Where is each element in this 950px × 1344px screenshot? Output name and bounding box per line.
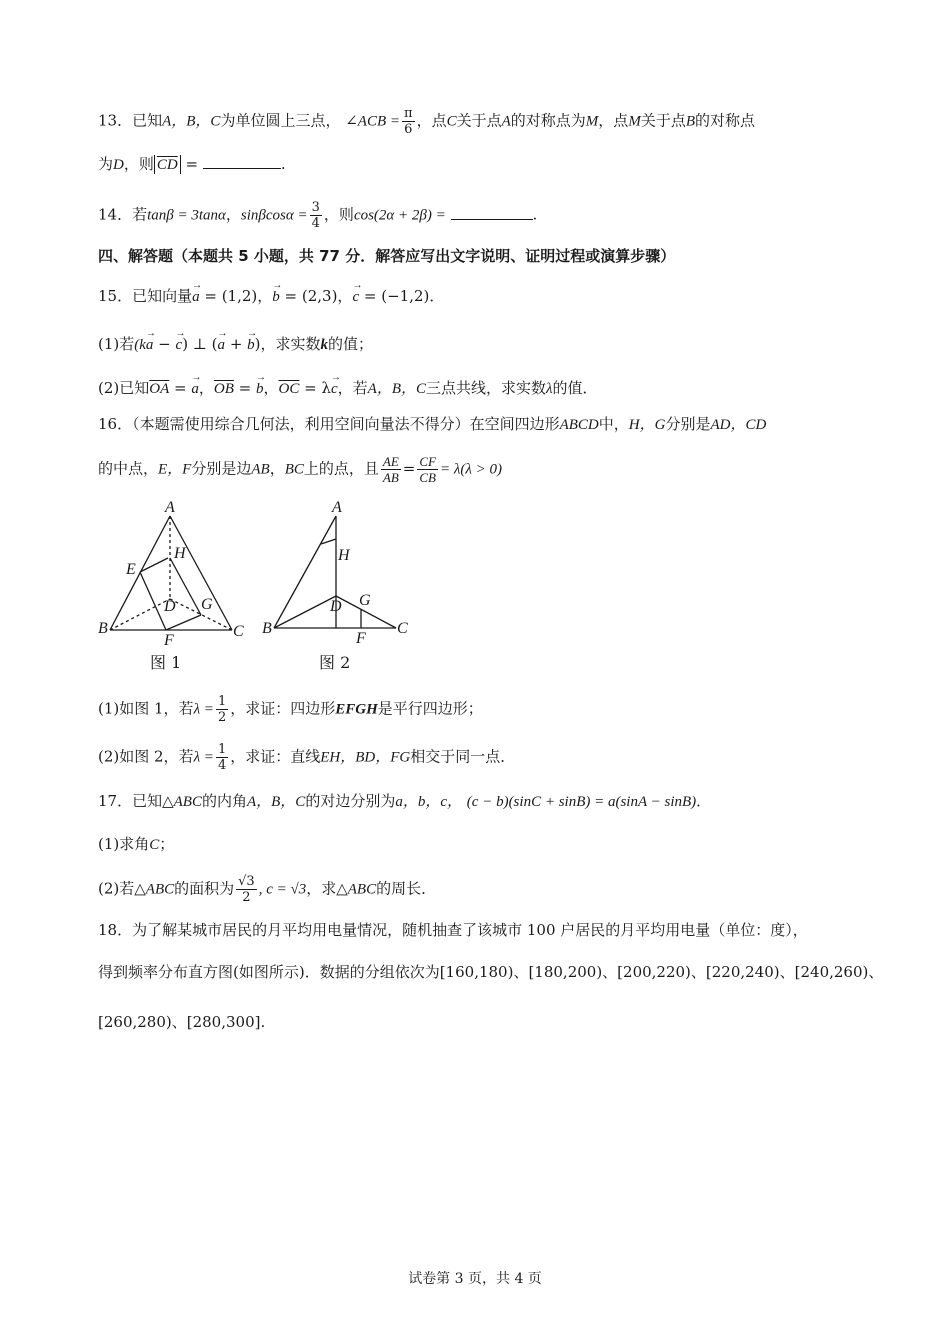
fig1-label-h: H: [174, 545, 186, 562]
q16-p1-fraction: $\frac{1}{2}$: [217, 694, 227, 725]
fig1-label-f: F: [164, 632, 174, 649]
fig1-caption: 图 1: [150, 653, 182, 672]
fig1-label-d: D: [164, 598, 176, 615]
section-title: 四、解答题（本题共 5 小题，共 77 分．解答应写出文字说明、证明过程或演算步骤）: [98, 247, 676, 265]
fig1-label-a: A: [165, 499, 175, 516]
q17-fraction: $\frac{√3}{2}$: [238, 874, 255, 905]
q13-text: 为单位圆上三点，: [220, 111, 341, 130]
q13-abs-cd: $\overline{CD}$: [154, 155, 181, 174]
q16-line2: 的中点，E，F分别是边AB，BC上的点，且 $\frac{AE}{AB}$ = $\frac{CF}{CB}$ = λ(λ > 0): [98, 454, 502, 485]
q13-text: 13．已知: [98, 111, 163, 130]
q14-line: 14．若tanβ = 3tanα，sinβcosα = $\frac{3}{4}$ ，则cos(2α + 2β) = .: [98, 200, 538, 231]
q13-answer-blank[interactable]: [203, 154, 281, 169]
fig2-caption: 图 2: [319, 653, 351, 672]
q14-fraction: $\frac{3}{4}$: [311, 200, 320, 231]
q13-line1: 13．已知A，B，C为单位圆上三点， ∠ACB = $\frac{\pi}{6}$ ，点C关于点A的对称点为M，点M关于点B的对称点: [98, 106, 756, 137]
q13-fraction: $\frac{\pi}{6}$: [404, 106, 413, 137]
q14-answer-blank[interactable]: [451, 205, 533, 220]
q16-fraction-cf-cb: $\frac{CF}{CB}$: [419, 454, 436, 485]
fig2-label-g: G: [359, 592, 371, 609]
q16-figures: [90, 496, 430, 676]
fig2-label-d: D: [330, 598, 342, 615]
fig1-label-e: E: [126, 561, 136, 578]
q15-part2: (2)已知$\overline{OA}$ = → a，$\overline{OB}$ = → b，$\overline{OC} = \lambda\to c$，若A，B，C三点共线，求实数λ的值．: [98, 376, 598, 401]
fig2-label-f: F: [356, 630, 366, 647]
q15-part1: (1)若(k→ a − → c) ⊥ (→ a + → b)，求实数k的值；: [98, 332, 373, 357]
q15-stem: 15．已知向量→ a = (1,2)，→ b = (2,3)，→ c = (−1,2)．: [98, 284, 444, 309]
q17-part2: (2)若△ABC的面积为 $\frac{√3}{2}$ , c = √3，求△ABC的周长．: [98, 874, 437, 905]
fig1-label-b: B: [98, 620, 108, 637]
q13-line2: 为D，则 $\overline{CD}$ = .: [98, 155, 286, 173]
q16-part2: (2)如图 2，若λ = $\frac{1}{4}$ ，求证：直线EH，BD，FG相交于同一点．: [98, 742, 516, 773]
fig2-label-a: A: [332, 499, 342, 516]
q13-points: A，B，C: [162, 113, 221, 130]
page-footer: 试卷第 3 页，共 4 页: [408, 1271, 542, 1287]
q18-line1: 18．为了解某城市居民的月平均用电量情况，随机抽查了该城市 100 户居民的月平均用电量（单位：度），: [98, 921, 808, 939]
fig1-label-g: G: [201, 596, 213, 613]
q17-part1: (1)求角C；: [98, 835, 175, 853]
q16-part1: (1)如图 1，若λ = $\frac{1}{2}$ ，求证：四边形EFGH是平行四边形；: [98, 694, 483, 725]
q16-line1: 16．（本题需使用综合几何法，利用空间向量法不得分）在空间四边形ABCD中，H，G分别是AD，CD: [98, 415, 767, 433]
q18-line3: [260,280)、[280,300].: [98, 1013, 266, 1031]
fig2-label-c: C: [397, 620, 408, 637]
q17-stem: 17．已知△ABC的内角A，B，C的对边分别为a，b，c， (c − b)(sinC + sinB) = a(sinA − sinB)．: [98, 792, 712, 810]
fig1-label-c: C: [233, 623, 244, 640]
q18-line2: 得到频率分布直方图(如图所示)．数据的分组依次为[160,180)、[180,200)、[200,220)、[220,240)、[240,260)、: [98, 963, 884, 981]
q16-fraction-ae-ab: $\frac{AE}{AB}$: [382, 454, 399, 485]
q13-angle: ∠ACB =: [345, 113, 401, 130]
q16-p2-fraction: $\frac{1}{4}$: [217, 742, 227, 773]
fig2-label-h: H: [338, 547, 350, 564]
fig2-label-b: B: [262, 620, 272, 637]
